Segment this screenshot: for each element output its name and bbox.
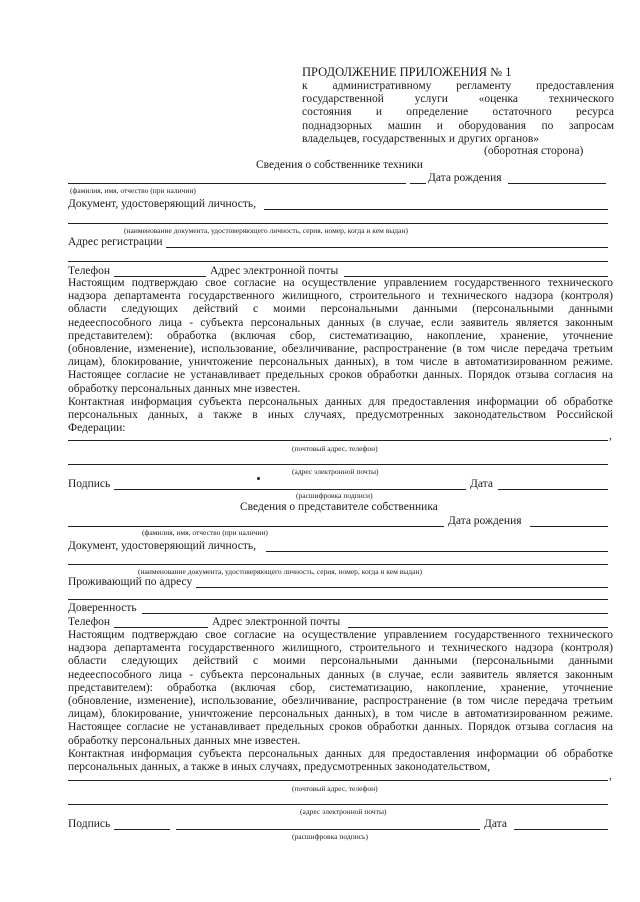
owner-document-field[interactable] bbox=[264, 209, 608, 210]
owner-postal-comma: , bbox=[609, 430, 612, 442]
consent-line: персональных данных, а также в иных случаях, предусмотренных законодательством Российской bbox=[68, 408, 613, 421]
consent-line: Настоящим подтверждаю свое согласие на осуществление управлением государственного технического bbox=[68, 629, 613, 641]
consent-line: представителем): обработка (включая сбор, систематизацию, накопление, хранение, уточнение bbox=[68, 329, 613, 342]
rep-consent-text bbox=[68, 629, 613, 774]
consent-line: (обновление, изменение), использование, обезличивание, распространение (в том числе передача третьим bbox=[68, 342, 613, 355]
consent-line: обработку персональных данных мне известен. bbox=[68, 382, 301, 395]
rep-name-field[interactable] bbox=[68, 526, 444, 527]
consent-line: (обновление, изменение), использование, обезличивание, распространение (в том числе передача третьим bbox=[68, 694, 613, 707]
owner-name-field-ext[interactable] bbox=[410, 183, 426, 184]
consent-line: Настоящим подтверждаю свое согласие на осуществление управлением государственного технического bbox=[68, 277, 613, 289]
rep-birth-date-label: Дата рождения bbox=[448, 515, 522, 527]
rep-document-caption: (наименование документа, удостоверяющего личность, серия, номер, когда и кем выдан) bbox=[138, 567, 422, 576]
owner-phone-label: Телефон bbox=[68, 265, 111, 277]
rep-email-field[interactable] bbox=[348, 627, 608, 628]
rep-power-of-attorney-label: Доверенность bbox=[68, 602, 137, 614]
consent-line: Настоящее согласие не устанавливает предельных сроков обработки данных. Порядок отзыва согласия на bbox=[68, 721, 613, 734]
rep-residence-field[interactable] bbox=[196, 587, 608, 588]
consent-line: надзора департамента государственного жилищного, строительного и технического надзора (контроля) bbox=[68, 642, 613, 655]
rep-date-field[interactable] bbox=[514, 829, 608, 830]
rep-birth-date-field[interactable] bbox=[530, 526, 608, 527]
reverse-side-note: (оборотная сторона) bbox=[484, 145, 584, 157]
owner-postal-caption: (почтовый адрес, телефон) bbox=[292, 444, 378, 453]
owner-document-label: Документ, удостоверяющий личность, bbox=[68, 198, 256, 210]
header-line: состояния и определение остаточного ресурса bbox=[302, 106, 614, 119]
consent-line: недееспособного лица - субъекта персональных данных (в случае, если заявитель является законным bbox=[68, 668, 613, 681]
owner-address-label: Адрес регистрации bbox=[68, 236, 163, 248]
header-line: к административному регламенту предоставления bbox=[302, 80, 614, 92]
owner-address-field-2[interactable] bbox=[68, 261, 608, 262]
rep-signature-caption: (расшифровка подпись) bbox=[292, 832, 368, 841]
owner-section-title: Сведения о собственнике техники bbox=[256, 159, 423, 171]
consent-line: области следующих действий с моими персональными данными (персональными данными bbox=[68, 655, 613, 668]
ink-mark bbox=[257, 477, 260, 480]
owner-document-caption: (наименование документа, удостоверяющего личность, серия, номер, когда и кем выдан) bbox=[124, 226, 408, 235]
representative-section-title: Сведения о представителе собственника bbox=[240, 501, 438, 513]
rep-postal-field[interactable] bbox=[68, 780, 608, 781]
rep-power-of-attorney-field[interactable] bbox=[142, 613, 608, 614]
rep-document-label: Документ, удостоверяющий личность, bbox=[68, 540, 256, 552]
rep-email-caption: (адрес электронной почты) bbox=[300, 807, 387, 816]
rep-email-label: Адрес электронной почты bbox=[212, 616, 341, 628]
owner-name-field[interactable] bbox=[68, 183, 406, 184]
rep-name-caption: (фамилия, имя, отчество (при наличии) bbox=[142, 528, 268, 537]
consent-line: персональных данных, а также в иных случаях, предусмотренных законодательством, bbox=[68, 760, 491, 773]
consent-line: недееспособного лица - субъекта персональных данных (в случае, если заявитель является законным bbox=[68, 316, 613, 329]
consent-line: лицам), блокирование, уничтожение персональных данных), в том числе в автоматизированном режиме. bbox=[68, 708, 613, 721]
owner-email-label: Адрес электронной почты bbox=[210, 265, 339, 277]
owner-postal-field[interactable] bbox=[68, 440, 608, 441]
header-line: государственной услуги «оценка технического bbox=[302, 93, 614, 106]
consent-line: Федерации: bbox=[68, 422, 126, 435]
owner-birth-date-field[interactable] bbox=[508, 183, 606, 184]
owner-name-caption: (фамилия, имя, отчество (при наличии) bbox=[70, 186, 196, 195]
consent-line: лицам), блокирование, уничтожение персональных данных), в том числе в автоматизированном режиме. bbox=[68, 356, 613, 369]
rep-document-field[interactable] bbox=[266, 551, 608, 552]
owner-email-caption: (адрес электронной почты) bbox=[292, 467, 379, 476]
header-line: владельцев, государственных и других органов» bbox=[302, 132, 540, 145]
owner-signature-caption: (расшифровка подписи) bbox=[296, 491, 373, 500]
header-line: поднадзорных машин и оборудования по запросам bbox=[302, 119, 614, 132]
rep-residence-label: Проживающий по адресу bbox=[68, 576, 193, 588]
consent-line: представителем): обработка (включая сбор, систематизацию, накопление, хранение, уточнение bbox=[68, 681, 613, 694]
owner-date-label: Дата bbox=[470, 478, 493, 490]
owner-email-contact-field[interactable] bbox=[68, 464, 608, 465]
consent-line: надзора департамента государственного жилищного, строительного и технического надзора (контроля) bbox=[68, 290, 613, 303]
owner-document-field-2[interactable] bbox=[68, 223, 608, 224]
owner-date-field[interactable] bbox=[498, 489, 608, 490]
consent-line: области следующих действий с моими персональными данными (персональными данными bbox=[68, 303, 613, 316]
rep-phone-label: Телефон bbox=[68, 616, 111, 628]
appendix-reference bbox=[302, 80, 614, 146]
rep-postal-caption: (почтовый адрес, телефон) bbox=[292, 784, 378, 793]
owner-birth-date-label: Дата рождения bbox=[428, 172, 502, 184]
rep-signature-decode-field[interactable] bbox=[176, 829, 480, 830]
rep-signature-field[interactable] bbox=[114, 829, 170, 830]
rep-phone-field[interactable] bbox=[114, 627, 208, 628]
rep-email-contact-field[interactable] bbox=[68, 804, 608, 805]
rep-document-field-2[interactable] bbox=[68, 564, 608, 565]
owner-consent-text bbox=[68, 277, 613, 435]
consent-line: Контактная информация субъекта персональных данных для предоставления информации об обработке bbox=[68, 747, 613, 760]
consent-line: обработку персональных данных мне известен. bbox=[68, 734, 301, 747]
owner-signature-field[interactable] bbox=[114, 489, 466, 490]
owner-address-field[interactable] bbox=[166, 247, 608, 248]
rep-residence-field-2[interactable] bbox=[68, 599, 608, 600]
appendix-title: ПРОДОЛЖЕНИЕ ПРИЛОЖЕНИЯ № 1 bbox=[302, 65, 512, 79]
rep-postal-comma: , bbox=[609, 770, 612, 782]
consent-line: Контактная информация субъекта персональных данных для предоставления информации об обработке bbox=[68, 395, 613, 408]
owner-signature-label: Подпись bbox=[68, 478, 111, 490]
consent-line: Настоящее согласие не устанавливает предельных сроков обработки данных. Порядок отзыва согласия на bbox=[68, 369, 613, 382]
rep-date-label: Дата bbox=[484, 818, 507, 830]
rep-signature-label: Подпись bbox=[68, 818, 111, 830]
